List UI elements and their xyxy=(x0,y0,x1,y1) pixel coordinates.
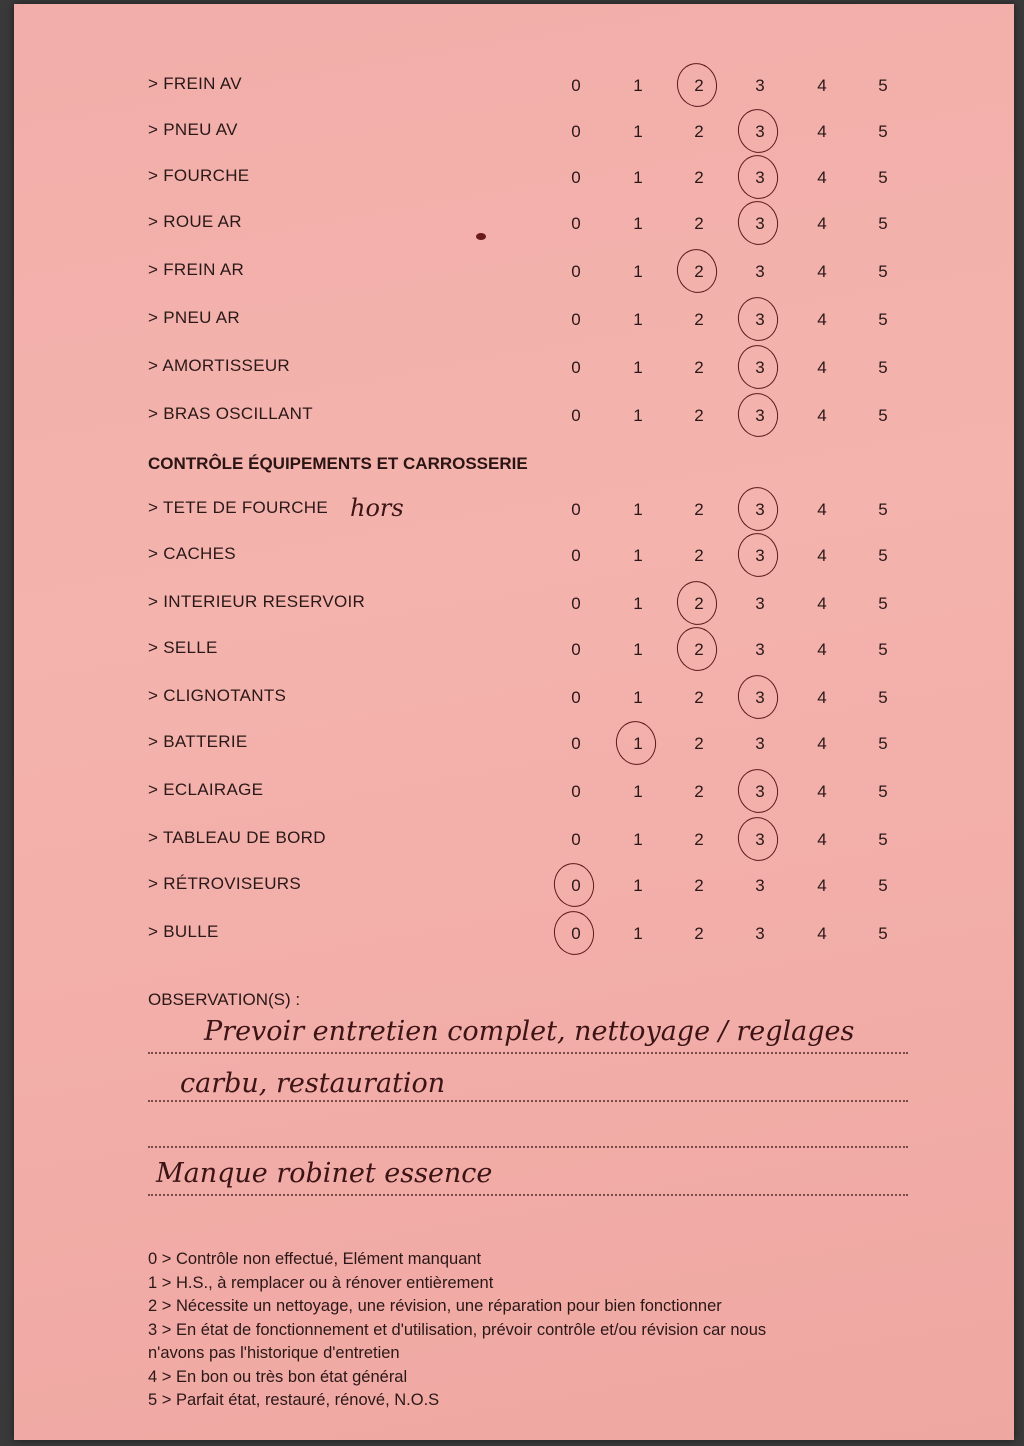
score-value: 3 xyxy=(755,214,765,233)
score-value: 2 xyxy=(694,168,704,187)
score-option[interactable] xyxy=(564,406,588,426)
inspection-row xyxy=(14,682,1014,712)
legend-item: 5 > Parfait état, restauré, rénové, N.O.S xyxy=(148,1391,440,1409)
selected-score-circle xyxy=(734,671,782,722)
score-option[interactable] xyxy=(871,594,895,614)
score-option[interactable] xyxy=(687,830,711,850)
selected-score-circle xyxy=(734,389,782,440)
row-label: > TABLEAU DE BORD xyxy=(148,828,326,847)
row-label: > ECLAIRAGE xyxy=(148,780,264,799)
row-label: > FREIN AR xyxy=(148,260,245,279)
score-option[interactable] xyxy=(810,168,834,188)
score-option[interactable] xyxy=(626,76,650,96)
score-option[interactable] xyxy=(564,688,588,708)
score-option[interactable] xyxy=(810,500,834,520)
legend-item: n'avons pas l'historique d'entretien xyxy=(148,1344,400,1362)
score-option[interactable] xyxy=(687,500,711,520)
score-option[interactable] xyxy=(626,262,650,282)
score-option[interactable] xyxy=(810,830,834,850)
score-option[interactable] xyxy=(564,214,588,234)
score-option[interactable] xyxy=(687,876,711,896)
score-option[interactable] xyxy=(810,214,834,234)
selected-score-circle xyxy=(734,483,782,534)
score-option[interactable] xyxy=(810,406,834,426)
score-value: 5 xyxy=(878,688,888,707)
score-option[interactable] xyxy=(748,924,772,944)
score-value: 5 xyxy=(878,358,888,377)
score-value: 4 xyxy=(817,688,827,707)
observation-text-2: carbu, restauration xyxy=(180,1068,446,1099)
legend-item: 1 > H.S., à remplacer ou à rénover entièrement xyxy=(148,1273,494,1292)
score-value: 3 xyxy=(755,122,765,141)
score-value: 3 xyxy=(755,640,765,659)
row-label: > CLIGNOTANTS xyxy=(148,686,287,705)
score-option[interactable] xyxy=(871,640,895,660)
row-label: > BATTERIE xyxy=(148,732,248,751)
selected-score-circle xyxy=(612,717,660,768)
score-option[interactable] xyxy=(810,358,834,378)
score-value: 4 xyxy=(817,546,827,565)
score-value: 3 xyxy=(755,406,765,425)
score-option[interactable] xyxy=(687,262,711,282)
inspection-row xyxy=(14,400,1014,430)
score-value: 5 xyxy=(878,168,888,187)
score-value: 0 xyxy=(571,214,581,233)
score-option[interactable] xyxy=(871,262,895,282)
score-option[interactable] xyxy=(748,122,772,142)
inspection-row xyxy=(14,162,1014,192)
score-option[interactable] xyxy=(564,924,588,944)
score-option[interactable] xyxy=(626,358,650,378)
score-value: 3 xyxy=(755,782,765,801)
score-value: 4 xyxy=(817,876,827,895)
score-value: 4 xyxy=(817,310,827,329)
observation-text-4: Manque robinet essence xyxy=(156,1158,493,1189)
score-value: 0 xyxy=(571,876,581,895)
observation-text-1: Prevoir entretien complet, nettoyage / reglages xyxy=(204,1016,855,1047)
selected-score-circle xyxy=(734,197,782,248)
row-label: > BRAS OSCILLANT xyxy=(148,404,313,423)
inspection-row xyxy=(14,70,1014,100)
selected-score-circle xyxy=(734,105,782,156)
row-label: > CACHES xyxy=(148,544,236,563)
score-value: 2 xyxy=(694,876,704,895)
score-option[interactable] xyxy=(871,734,895,754)
score-value: 1 xyxy=(633,76,643,95)
row-label: > RÉTROVISEURS xyxy=(148,874,301,893)
score-option[interactable] xyxy=(748,688,772,708)
score-value: 5 xyxy=(878,262,888,281)
score-value: 4 xyxy=(817,214,827,233)
score-value: 4 xyxy=(817,594,827,613)
score-value: 1 xyxy=(633,830,643,849)
score-value: 0 xyxy=(571,310,581,329)
score-option[interactable] xyxy=(626,782,650,802)
score-value: 2 xyxy=(694,310,704,329)
observation-line xyxy=(148,1100,908,1102)
score-option[interactable] xyxy=(748,168,772,188)
score-value: 0 xyxy=(571,358,581,377)
score-option[interactable] xyxy=(564,830,588,850)
score-option[interactable] xyxy=(687,310,711,330)
score-option[interactable] xyxy=(871,830,895,850)
score-value: 0 xyxy=(571,546,581,565)
score-option[interactable] xyxy=(871,782,895,802)
score-value: 1 xyxy=(633,594,643,613)
score-value: 5 xyxy=(878,640,888,659)
score-option[interactable] xyxy=(810,122,834,142)
observations-title: OBSERVATION(S) : xyxy=(148,990,301,1009)
score-option[interactable] xyxy=(871,688,895,708)
score-value: 1 xyxy=(633,122,643,141)
selected-score-circle xyxy=(550,859,598,910)
score-value: 5 xyxy=(878,500,888,519)
score-option[interactable] xyxy=(687,688,711,708)
score-option[interactable] xyxy=(748,594,772,614)
score-value: 2 xyxy=(694,734,704,753)
section-title: CONTRÔLE ÉQUIPEMENTS ET CARROSSERIE xyxy=(148,454,528,473)
score-option[interactable] xyxy=(871,214,895,234)
inspection-row xyxy=(14,634,1014,664)
score-value: 0 xyxy=(571,122,581,141)
inspection-row xyxy=(14,540,1014,570)
score-option[interactable] xyxy=(626,310,650,330)
score-option[interactable] xyxy=(748,876,772,896)
selected-score-circle xyxy=(734,765,782,816)
score-option[interactable] xyxy=(871,168,895,188)
score-value: 1 xyxy=(633,924,643,943)
score-option[interactable] xyxy=(871,546,895,566)
score-value: 1 xyxy=(633,214,643,233)
row-label: > AMORTISSEUR xyxy=(148,356,290,375)
selected-score-circle xyxy=(673,623,721,674)
score-option[interactable] xyxy=(871,122,895,142)
score-option[interactable] xyxy=(810,640,834,660)
score-option[interactable] xyxy=(748,830,772,850)
score-value: 0 xyxy=(571,924,581,943)
score-value: 1 xyxy=(633,500,643,519)
score-value: 5 xyxy=(878,406,888,425)
score-value: 2 xyxy=(694,76,704,95)
score-value: 3 xyxy=(755,310,765,329)
observation-line xyxy=(148,1052,908,1054)
score-option[interactable] xyxy=(748,358,772,378)
score-option[interactable] xyxy=(810,262,834,282)
score-option[interactable] xyxy=(748,214,772,234)
row-label: > ROUE AR xyxy=(148,212,242,231)
score-option[interactable] xyxy=(687,546,711,566)
selected-score-circle xyxy=(673,245,721,296)
row-label: > TETE DE FOURCHE xyxy=(148,498,329,517)
score-value: 1 xyxy=(633,876,643,895)
score-option[interactable] xyxy=(626,500,650,520)
score-option[interactable] xyxy=(810,310,834,330)
selected-score-circle xyxy=(734,813,782,864)
score-option[interactable] xyxy=(626,640,650,660)
score-value: 0 xyxy=(571,640,581,659)
selected-score-circle xyxy=(550,907,598,958)
score-value: 2 xyxy=(694,546,704,565)
score-option[interactable] xyxy=(687,214,711,234)
score-option[interactable] xyxy=(626,924,650,944)
row-label: > SELLE xyxy=(148,638,218,657)
score-option[interactable] xyxy=(687,734,711,754)
selected-score-circle xyxy=(734,341,782,392)
score-value: 5 xyxy=(878,122,888,141)
score-value: 1 xyxy=(633,310,643,329)
score-option[interactable] xyxy=(810,734,834,754)
score-option[interactable] xyxy=(810,688,834,708)
score-value: 0 xyxy=(571,76,581,95)
score-value: 0 xyxy=(571,406,581,425)
score-option[interactable] xyxy=(626,168,650,188)
inspection-row xyxy=(14,776,1014,806)
row-label: > BULLE xyxy=(148,922,219,941)
score-option[interactable] xyxy=(871,310,895,330)
score-value: 3 xyxy=(755,688,765,707)
row-label: > PNEU AV xyxy=(148,120,238,139)
score-value: 5 xyxy=(878,782,888,801)
inspection-form-sheet xyxy=(14,4,1014,1440)
score-value: 1 xyxy=(633,262,643,281)
inspection-row xyxy=(14,116,1014,146)
score-value: 4 xyxy=(817,262,827,281)
score-option[interactable] xyxy=(564,76,588,96)
score-value: 1 xyxy=(633,406,643,425)
score-option[interactable] xyxy=(626,122,650,142)
score-value: 0 xyxy=(571,262,581,281)
score-option[interactable] xyxy=(564,122,588,142)
score-value: 2 xyxy=(694,640,704,659)
score-value: 4 xyxy=(817,734,827,753)
score-option[interactable] xyxy=(626,830,650,850)
inspection-row xyxy=(14,208,1014,238)
score-value: 2 xyxy=(694,782,704,801)
score-value: 2 xyxy=(694,830,704,849)
score-option[interactable] xyxy=(810,594,834,614)
score-value: 3 xyxy=(755,924,765,943)
score-value: 4 xyxy=(817,76,827,95)
score-value: 5 xyxy=(878,924,888,943)
score-option[interactable] xyxy=(626,594,650,614)
score-option[interactable] xyxy=(748,262,772,282)
score-option[interactable] xyxy=(626,734,650,754)
score-value: 3 xyxy=(755,76,765,95)
score-value: 2 xyxy=(694,262,704,281)
observation-line xyxy=(148,1146,908,1148)
score-value: 5 xyxy=(878,310,888,329)
score-value: 0 xyxy=(571,830,581,849)
score-value: 3 xyxy=(755,594,765,613)
score-value: 5 xyxy=(878,876,888,895)
legend-item: 2 > Nécessite un nettoyage, une révision, une réparation pour bien fonctionner xyxy=(148,1297,722,1315)
score-value: 2 xyxy=(694,688,704,707)
score-option[interactable] xyxy=(564,500,588,520)
score-option[interactable] xyxy=(564,168,588,188)
score-option[interactable] xyxy=(626,688,650,708)
row-label: > FREIN AV xyxy=(148,74,242,93)
score-option[interactable] xyxy=(564,734,588,754)
inspection-row xyxy=(14,494,1014,524)
score-option[interactable] xyxy=(626,546,650,566)
score-option[interactable] xyxy=(810,782,834,802)
score-option[interactable] xyxy=(748,406,772,426)
inspection-row xyxy=(14,304,1014,334)
handwritten-note-hors: hors xyxy=(350,494,404,522)
selected-score-circle xyxy=(734,529,782,580)
score-option[interactable] xyxy=(564,262,588,282)
score-option[interactable] xyxy=(871,876,895,896)
score-value: 3 xyxy=(755,734,765,753)
score-value: 3 xyxy=(755,262,765,281)
score-option[interactable] xyxy=(871,76,895,96)
inspection-row xyxy=(14,588,1014,618)
score-value: 2 xyxy=(694,358,704,377)
score-value: 5 xyxy=(878,546,888,565)
score-value: 3 xyxy=(755,876,765,895)
score-option[interactable] xyxy=(687,640,711,660)
legend-item: 0 > Contrôle non effectué, Elément manquant xyxy=(148,1250,482,1268)
score-option[interactable] xyxy=(564,594,588,614)
score-value: 1 xyxy=(633,546,643,565)
score-option[interactable] xyxy=(871,406,895,426)
score-option[interactable] xyxy=(810,76,834,96)
inspection-row xyxy=(14,256,1014,286)
score-value: 5 xyxy=(878,214,888,233)
score-option[interactable] xyxy=(748,310,772,330)
score-value: 2 xyxy=(694,214,704,233)
legend-item: 3 > En état de fonctionnement et d'utilisation, prévoir contrôle et/ou révision car nous xyxy=(148,1320,767,1339)
score-value: 2 xyxy=(694,924,704,943)
score-option[interactable] xyxy=(564,546,588,566)
score-value: 1 xyxy=(633,688,643,707)
score-value: 0 xyxy=(571,594,581,613)
score-option[interactable] xyxy=(748,640,772,660)
row-label: > INTERIEUR RESERVOIR xyxy=(148,592,366,611)
score-value: 1 xyxy=(633,358,643,377)
score-value: 4 xyxy=(817,168,827,187)
score-option[interactable] xyxy=(748,76,772,96)
score-option[interactable] xyxy=(564,876,588,896)
score-value: 1 xyxy=(633,168,643,187)
score-value: 1 xyxy=(633,734,643,753)
score-value: 2 xyxy=(694,594,704,613)
score-value: 4 xyxy=(817,782,827,801)
score-value: 0 xyxy=(571,500,581,519)
score-value: 4 xyxy=(817,924,827,943)
observation-line xyxy=(148,1194,908,1196)
inspection-row xyxy=(14,918,1014,948)
score-value: 4 xyxy=(817,122,827,141)
score-value: 4 xyxy=(817,500,827,519)
score-option[interactable] xyxy=(810,924,834,944)
score-value: 3 xyxy=(755,168,765,187)
score-option[interactable] xyxy=(687,406,711,426)
score-option[interactable] xyxy=(687,168,711,188)
score-option[interactable] xyxy=(687,358,711,378)
score-value: 0 xyxy=(571,168,581,187)
selected-score-circle xyxy=(673,59,721,110)
inspection-row xyxy=(14,824,1014,854)
legend-item: 4 > En bon ou très bon état général xyxy=(148,1367,408,1386)
score-option[interactable] xyxy=(626,214,650,234)
score-value: 5 xyxy=(878,734,888,753)
score-value: 0 xyxy=(571,782,581,801)
score-option[interactable] xyxy=(748,782,772,802)
score-option[interactable] xyxy=(810,546,834,566)
score-value: 5 xyxy=(878,76,888,95)
score-value: 3 xyxy=(755,500,765,519)
score-value: 5 xyxy=(878,594,888,613)
score-value: 0 xyxy=(571,734,581,753)
score-value: 5 xyxy=(878,830,888,849)
score-option[interactable] xyxy=(687,76,711,96)
selected-score-circle xyxy=(734,293,782,344)
score-value: 4 xyxy=(817,830,827,849)
inspection-row xyxy=(14,870,1014,900)
inspection-row xyxy=(14,352,1014,382)
row-label: > FOURCHE xyxy=(148,166,250,185)
score-value: 2 xyxy=(694,500,704,519)
score-option[interactable] xyxy=(564,310,588,330)
row-label: > PNEU AR xyxy=(148,308,240,327)
score-option[interactable] xyxy=(748,734,772,754)
score-value: 2 xyxy=(694,406,704,425)
score-option[interactable] xyxy=(564,640,588,660)
score-option[interactable] xyxy=(810,876,834,896)
score-option[interactable] xyxy=(748,546,772,566)
score-value: 3 xyxy=(755,546,765,565)
rating-legend xyxy=(148,1248,766,1413)
score-value: 0 xyxy=(571,688,581,707)
score-value: 1 xyxy=(633,640,643,659)
score-value: 3 xyxy=(755,358,765,377)
score-option[interactable] xyxy=(687,594,711,614)
score-value: 1 xyxy=(633,782,643,801)
score-option[interactable] xyxy=(564,358,588,378)
selected-score-circle xyxy=(673,577,721,628)
inspection-row xyxy=(14,728,1014,758)
score-option[interactable] xyxy=(564,782,588,802)
score-option[interactable] xyxy=(626,406,650,426)
score-option[interactable] xyxy=(687,122,711,142)
score-value: 3 xyxy=(755,830,765,849)
score-option[interactable] xyxy=(871,924,895,944)
score-option[interactable] xyxy=(687,782,711,802)
score-option[interactable] xyxy=(871,358,895,378)
selected-score-circle xyxy=(734,151,782,202)
score-option[interactable] xyxy=(626,876,650,896)
score-option[interactable] xyxy=(871,500,895,520)
score-option[interactable] xyxy=(687,924,711,944)
score-value: 2 xyxy=(694,122,704,141)
score-option[interactable] xyxy=(748,500,772,520)
score-value: 4 xyxy=(817,640,827,659)
score-value: 4 xyxy=(817,358,827,377)
score-value: 4 xyxy=(817,406,827,425)
